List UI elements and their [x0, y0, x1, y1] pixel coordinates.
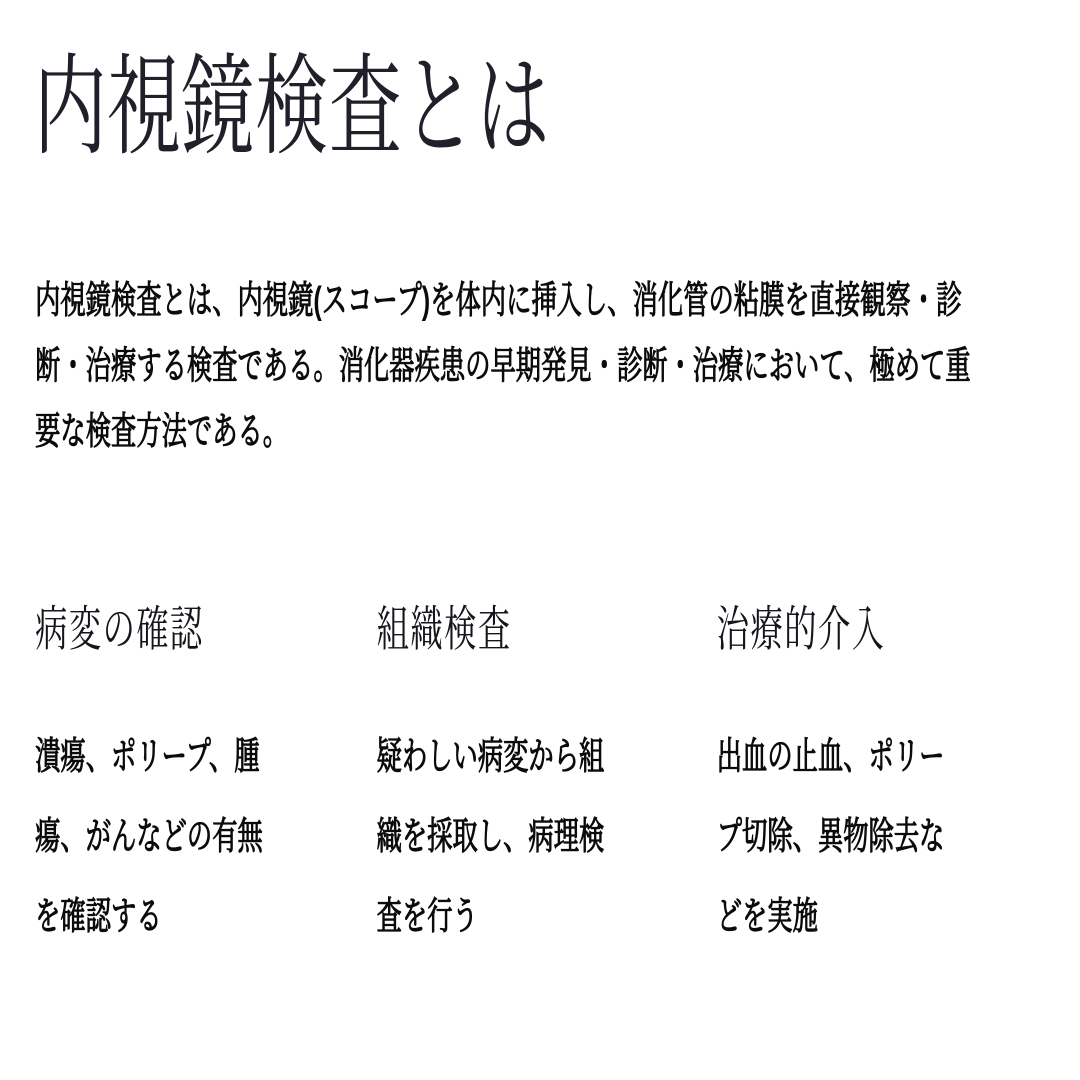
column-body-line: を確認する: [35, 894, 162, 938]
intro-paragraph: [35, 268, 1047, 464]
column-heading: 病変の確認: [35, 602, 204, 657]
page-title: 内視鏡検査とは: [33, 47, 551, 169]
column-body-line: 疑わしい病変から組: [376, 734, 605, 778]
column-heading: 組織検査: [376, 602, 512, 657]
column-lesion-confirmation: [35, 601, 355, 956]
column-body-line: 潰瘍、ポリープ、腫: [35, 734, 260, 778]
column-body-line: 査を行う: [376, 894, 478, 938]
intro-line: 要な検査方法である。: [35, 409, 289, 453]
column-heading: 治療的介入: [716, 602, 886, 657]
intro-line: 内視鏡検査とは、内視鏡(スコープ)を体内に挿入し、消化管の粘膜を直接観察・診: [35, 278, 962, 322]
column-body-line: 出血の止血、ポリー: [716, 734, 945, 778]
column-body-line: どを実施: [716, 894, 818, 938]
column-body-line: プ切除、異物除去な: [716, 814, 945, 858]
column-body-line: 織を採取し、病理検: [376, 814, 605, 858]
column-therapeutic-intervention: [717, 601, 1037, 956]
column-body: [35, 716, 355, 956]
intro-line: 断・治療する検査である。消化器疾患の早期発見・診断・治療において、極めて重: [35, 343, 971, 388]
column-body: [377, 716, 697, 956]
column-body-line: 瘍、がんなどの有無: [35, 814, 263, 858]
column-body: [717, 716, 1037, 956]
column-tissue-examination: [377, 601, 697, 956]
